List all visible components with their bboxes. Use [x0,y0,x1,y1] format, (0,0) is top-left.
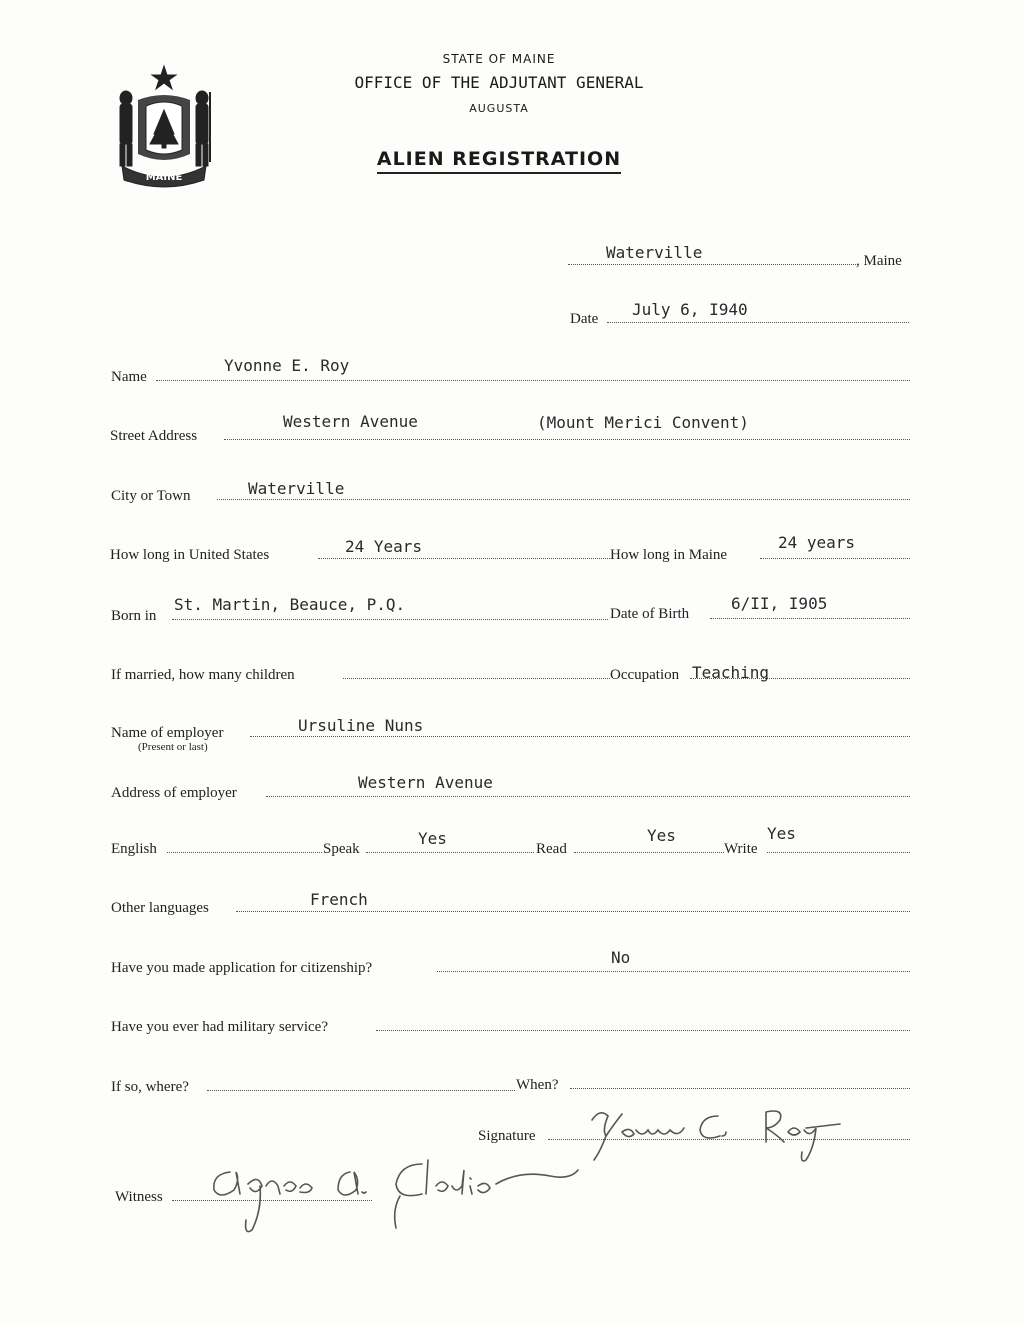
write-value: Yes [767,824,796,843]
location-city-value: Waterville [606,243,703,262]
occupation-label: Occupation [610,667,680,683]
employer-value: Ursuline Nuns [298,716,424,735]
citizenship-value: No [611,948,631,967]
svg-text:MAINE: MAINE [145,172,183,183]
location-line [568,264,856,265]
children-line [343,678,610,679]
city-label: City or Town [111,488,191,504]
how-long-us-line [318,558,610,559]
english-label: English [111,841,157,857]
date-line [607,322,909,323]
other-languages-value: French [310,890,368,909]
employer-address-line [266,796,910,797]
signature-label: Signature [478,1128,536,1144]
military-line [376,1030,910,1031]
citizenship-line [437,971,910,972]
signature-handwritten [570,1102,870,1172]
children-label: If married, how many children [111,667,295,683]
street-value: Western Avenue [283,412,418,431]
employer-label: Name of employer [111,725,224,741]
employer-address-value: Western Avenue [358,773,493,792]
where-label: If so, where? [111,1079,189,1095]
speak-label: Speak [323,841,360,857]
how-long-us-label: How long in United States [110,547,270,563]
header-office: OFFICE OF THE ADJUTANT GENERAL [354,73,644,92]
date-of-birth-value: 6/II, I905 [731,594,828,613]
write-line [767,852,910,853]
when-label: When? [516,1077,559,1093]
street-label: Street Address [110,428,198,444]
how-long-maine-label: How long in Maine [610,547,728,563]
date-of-birth-line [710,618,910,619]
witness-signature-handwritten [200,1150,580,1240]
employer-sublabel: (Present or last) [138,741,208,753]
location-state-label: , Maine [856,253,902,269]
read-value: Yes [647,826,676,845]
employer-line [250,736,910,737]
born-in-value: St. Martin, Beauce, P.Q. [174,595,406,614]
other-languages-line [236,911,910,912]
write-label: Write [724,841,758,857]
born-in-line [172,619,608,620]
english-line [167,852,322,853]
how-long-us-value: 24 Years [345,537,423,556]
street-line [224,439,910,440]
form-title: ALIEN REGISTRATION [0,148,1024,174]
header-state: STATE OF MAINE [442,52,556,66]
city-line [217,499,910,500]
date-of-birth-label: Date of Birth [610,606,690,622]
name-value: Yvonne E. Roy [224,356,350,375]
date-value: July 6, I940 [632,300,748,319]
name-line [156,380,910,381]
citizenship-label: Have you made application for citizenship? [111,960,373,976]
where-line [207,1090,515,1091]
speak-value: Yes [418,829,447,848]
read-label: Read [536,841,567,857]
other-languages-label: Other languages [111,900,209,916]
speak-line [366,852,534,853]
employer-address-label: Address of employer [111,785,237,801]
city-value: Waterville [248,479,345,498]
how-long-maine-line [760,558,910,559]
read-line [574,852,724,853]
date-label: Date [570,311,599,327]
military-label: Have you ever had military service? [111,1019,328,1035]
header-city: AUGUSTA [469,102,529,115]
occupation-value: Teaching [692,663,770,682]
street-value-2: (Mount Merici Convent) [537,413,749,432]
witness-label: Witness [115,1189,163,1205]
born-in-label: Born in [111,608,157,624]
when-line [570,1088,910,1089]
how-long-maine-value: 24 years [778,533,856,552]
name-label: Name [111,369,147,385]
